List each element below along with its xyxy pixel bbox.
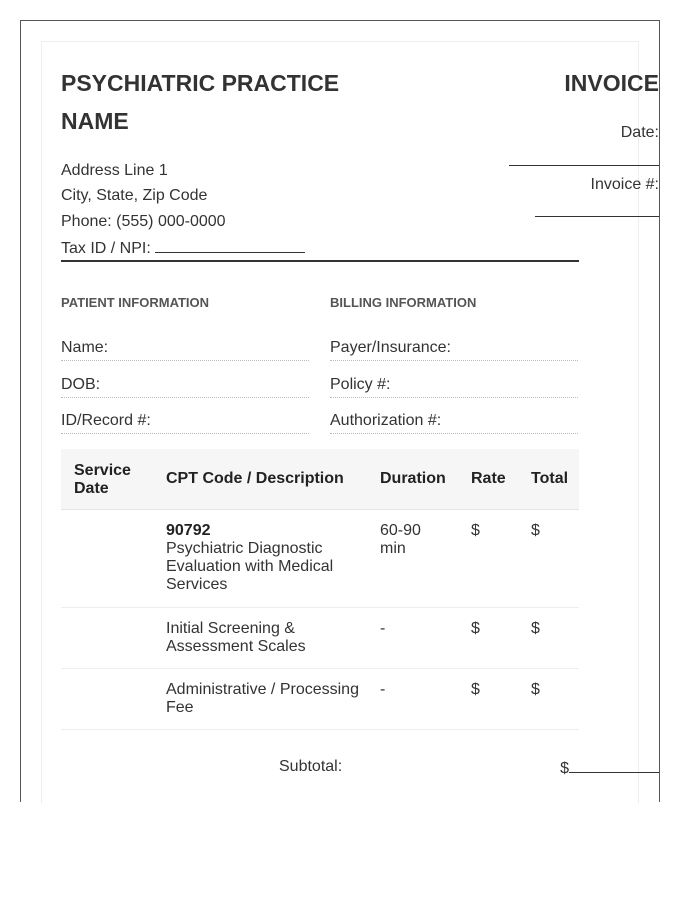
- total-cell[interactable]: $: [531, 681, 540, 698]
- authorization-label: Authorization #:: [330, 412, 442, 429]
- subtotal-value[interactable]: [560, 758, 659, 778]
- tax-id-blank[interactable]: [155, 238, 305, 253]
- patient-name-field[interactable]: [61, 338, 309, 361]
- cpt-description: Administrative / Processing Fee: [166, 681, 359, 716]
- total-cell[interactable]: $: [531, 620, 540, 637]
- invoice-number-label: Invoice #:: [590, 176, 659, 193]
- header-service-date: Service Date: [74, 462, 131, 497]
- patient-dob-field[interactable]: [61, 375, 309, 398]
- duration-cell: -: [380, 620, 386, 637]
- cpt-code: 90792: [166, 522, 211, 539]
- phone-number: Phone: (555) 000-0000: [61, 213, 226, 230]
- address-line-1: Address Line 1: [61, 162, 168, 179]
- payer-field[interactable]: [330, 338, 578, 361]
- table-row: [61, 669, 579, 730]
- patient-id-field[interactable]: [61, 411, 309, 434]
- address-line-2: City, State, Zip Code: [61, 187, 208, 204]
- header-cpt-code: CPT Code / Description: [166, 470, 344, 487]
- subtotal-currency: $: [560, 760, 569, 777]
- rate-cell[interactable]: $: [471, 620, 480, 637]
- policy-label: Policy #:: [330, 376, 391, 393]
- cpt-cell: [166, 522, 366, 594]
- tax-id-label: Tax ID / NPI:: [61, 240, 151, 257]
- tax-id-row: [61, 238, 305, 259]
- invoice-number-blank[interactable]: [535, 216, 659, 217]
- cpt-description: Psychiatric Diagnostic Evaluation with Medical Services: [166, 540, 334, 593]
- services-table: [61, 449, 579, 730]
- patient-id-label: ID/Record #:: [61, 412, 151, 429]
- policy-field[interactable]: [330, 375, 578, 398]
- cpt-description: Initial Screening & Assessment Scales: [166, 620, 306, 655]
- patient-dob-label: DOB:: [61, 376, 101, 393]
- subtotal-blank[interactable]: [569, 758, 659, 773]
- subtotal-label: Subtotal:: [279, 758, 343, 775]
- practice-name: PSYCHIATRIC PRACTICE NAME: [61, 70, 340, 134]
- patient-info-title: PATIENT INFORMATION: [61, 295, 210, 310]
- table-row: [61, 510, 579, 608]
- header-total: Total: [531, 470, 569, 487]
- patient-name-label: Name:: [61, 339, 109, 356]
- table-header: [61, 449, 579, 510]
- duration-cell: -: [380, 681, 386, 698]
- billing-info-title: BILLING INFORMATION: [330, 295, 477, 310]
- authorization-field[interactable]: [330, 411, 578, 434]
- invoice-title: INVOICE: [564, 70, 659, 96]
- header-duration: Duration: [380, 470, 446, 487]
- header-divider: [61, 260, 579, 262]
- header-rate: Rate: [471, 470, 506, 487]
- rate-cell[interactable]: $: [471, 522, 480, 539]
- rate-cell[interactable]: $: [471, 681, 480, 698]
- date-blank[interactable]: [509, 165, 659, 166]
- total-cell[interactable]: $: [531, 522, 540, 539]
- date-label: Date:: [620, 124, 659, 141]
- payer-label: Payer/Insurance:: [330, 339, 451, 356]
- table-row: [61, 608, 579, 669]
- duration-cell: 60-90 min: [380, 522, 421, 557]
